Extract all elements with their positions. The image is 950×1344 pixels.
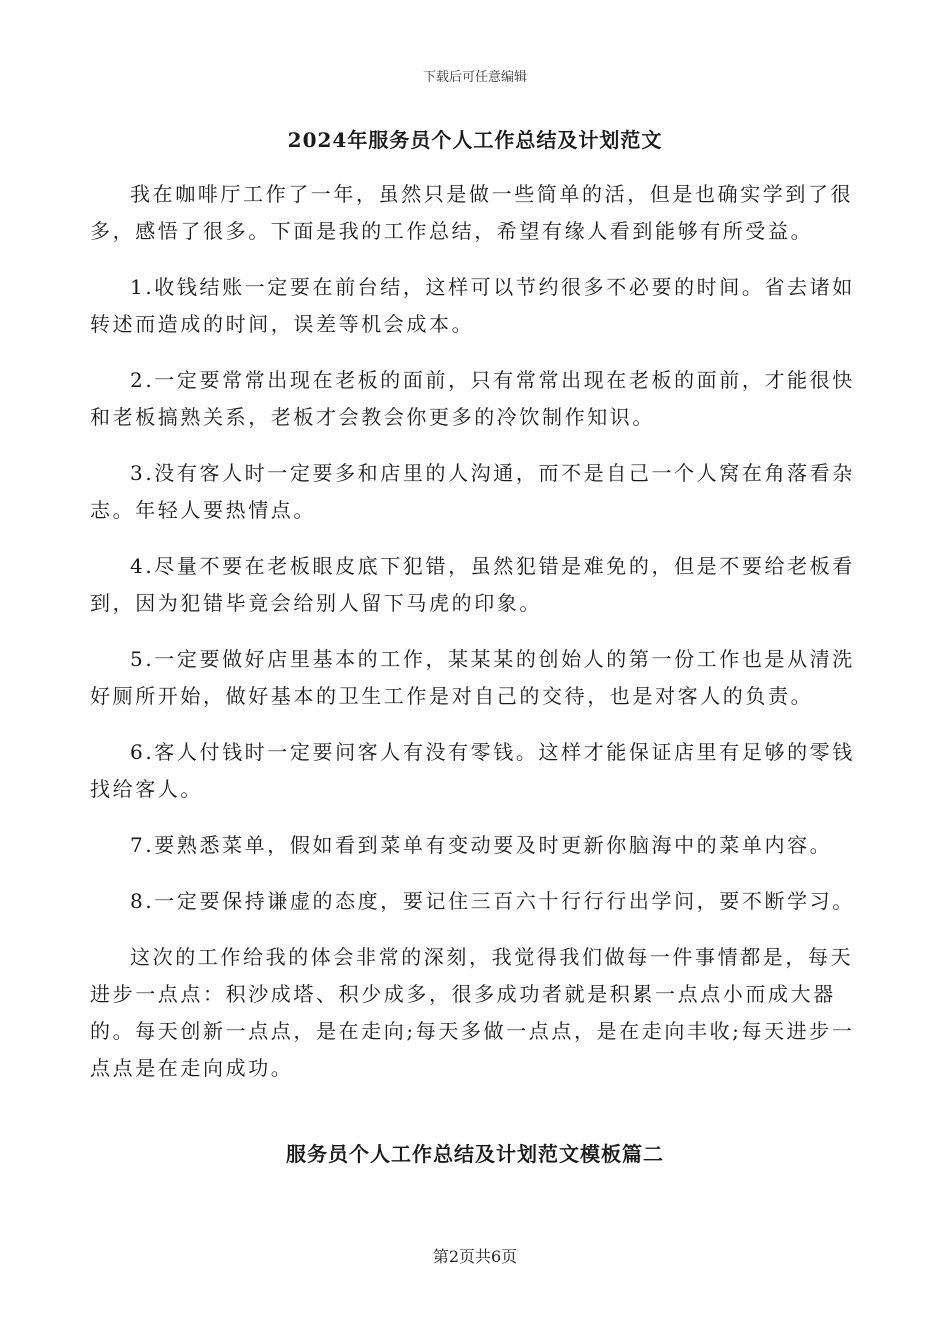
header-note: 下载后可任意编辑 [422, 70, 527, 85]
section-title: 服务员个人工作总结及计划范文模板篇二 [286, 1142, 664, 1166]
list-item: 1.收钱结账一定要在前台结，这样可以节约很多不必要的时间。省去诸如转述而造成的时间，误差等机会成本。 [90, 275, 855, 336]
list-item: 8.一定要保持谦虚的态度，要记住三百六十行行行出学问，要不断学习。 [130, 889, 855, 913]
page-number-footer: 第2页共6页 [432, 1247, 518, 1266]
list-item: 7.要熟悉菜单，假如看到菜单有变动要及时更新你脑海中的菜单内容。 [130, 833, 833, 857]
document-body [90, 176, 856, 1106]
list-item: 2.一定要常常出现在老板的面前，只有常常出现在老板的面前，才能很快和老板搞熟关系，老板才会教会你更多的冷饮制作知识。 [90, 368, 855, 429]
list-item: 3.没有客人时一定要多和店里的人沟通，而不是自己一个人窝在角落看杂志。年轻人要热情点。 [90, 461, 855, 522]
conclusion-paragraph: 这次的工作给我的体会非常的深刻，我觉得我们做每一件事情都是，每天进步一点点：积沙成塔、积少成多，很多成功者就是积累一点点小而成大器的。每天创新一点点，是在走向;每天多做一点点，是在走向丰收;每天进步一点点是在走向成功。 [90, 945, 855, 1080]
document-title: 2024年服务员个人工作总结及计划范文 [287, 128, 663, 152]
intro-paragraph: 我在咖啡厅工作了一年，虽然只是做一些简单的活，但是也确实学到了很多，感悟了很多。下面是我的工作总结，希望有缘人看到能够有所受益。 [90, 182, 854, 243]
list-item: 4.尽量不要在老板眼皮底下犯错，虽然犯错是难免的，但是不要给老板看到，因为犯错毕竟会给别人留下马虎的印象。 [90, 554, 855, 615]
list-item: 6.客人付钱时一定要问客人有没有零钱。这样才能保证店里有足够的零钱找给客人。 [90, 740, 855, 801]
list-item: 5.一定要做好店里基本的工作，某某某的创始人的第一份工作也是从清洗好厕所开始，做好基本的卫生工作是对自己的交待，也是对客人的负责。 [90, 647, 855, 708]
